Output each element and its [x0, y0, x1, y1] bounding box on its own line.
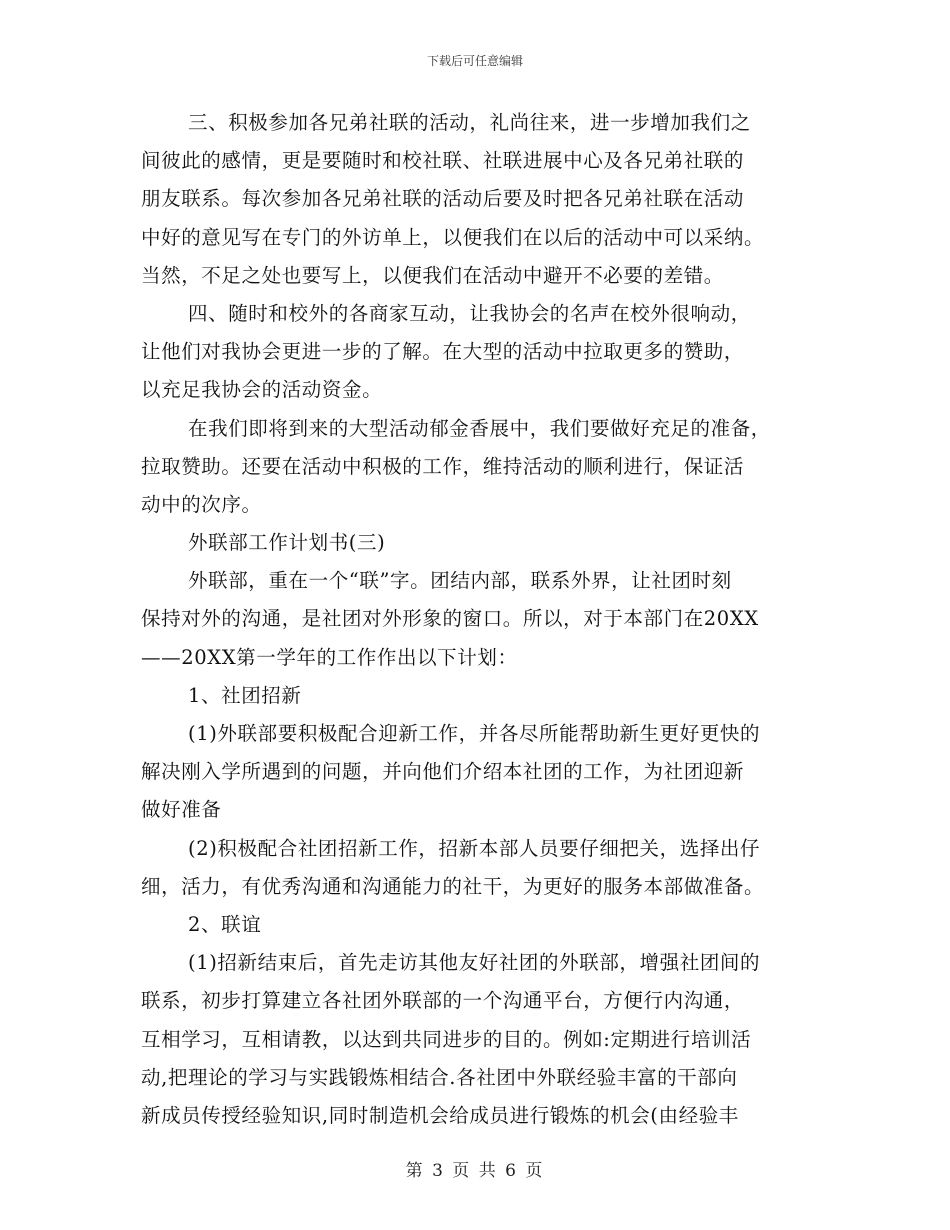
paragraph-line: 间彼此的感情，更是要随时和校社联、社联进展中心及各兄弟社联的 [141, 149, 745, 173]
paragraph-line: (1)外联部要积极配合迎新工作，并各尽所能帮助新生更好更快的 [188, 722, 761, 745]
paragraph-line: 以充足我协会的活动资金。 [141, 378, 383, 402]
paragraph-line: 四、随时和校外的各商家互动，让我协会的名声在校外很响动， [188, 301, 751, 325]
paragraph-line: 在我们即将到来的大型活动郁金香展中，我们要做好充足的准备， [188, 416, 771, 440]
paragraph-line: 保持对外的沟通，是社团对外形象的窗口。所以，对于本部门在20XX [141, 607, 759, 631]
paragraph-line: 做好准备 [141, 798, 222, 822]
paragraph-line: 动,把理论的学习与实践锻炼相结合.各社团中外联经验丰富的干部向 [141, 1065, 738, 1089]
paragraph-line: (1)招新结束后，首先走访其他友好社团的外联部，增强社团间的 [188, 951, 761, 975]
paragraph-line: ——20XX第一学年的工作作出以下计划： [141, 645, 518, 669]
paragraph-line: 当然，不足之处也要写上，以便我们在活动中避开不必要的差错。 [141, 263, 724, 287]
paragraph-line: 动中的次序。 [141, 492, 262, 516]
page-header: 下载后可任意编辑 [426, 54, 523, 68]
page-footer: 第 3 页 共 6 页 [405, 1161, 545, 1181]
list-heading: 1、社团招新 [188, 683, 302, 707]
paragraph-line: 联系，初步打算建立各社团外联部的一个沟通平台，方便行内沟通， [141, 989, 745, 1013]
paragraph-line: 新成员传授经验知识,同时制造机会给成员进行锻炼的机会(由经验丰 [141, 1103, 739, 1127]
document-body [141, 108, 811, 1139]
paragraph-line: 拉取赞助。还要在活动中积极的工作，维持活动的顺利进行，保证活 [141, 454, 745, 478]
paragraph-line: 朋友联系。每次参加各兄弟社联的活动后要及时把各兄弟社联在活动 [141, 187, 745, 211]
paragraph-line: 外联部，重在一个“联”字。团结内部，联系外界，让社团时刻 [188, 569, 732, 593]
paragraph-line: 中好的意见写在专门的外访单上，以便我们在以后的活动中可以采纳。 [141, 225, 765, 249]
paragraph-line: 让他们对我协会更进一步的了解。在大型的活动中拉取更多的赞助， [141, 340, 745, 364]
section-title: 外联部工作计划书(三) [188, 531, 386, 555]
paragraph-line: 互相学习，互相请教，以达到共同进步的目的。例如:定期进行培训活 [141, 1027, 752, 1051]
paragraph-line: 三、积极参加各兄弟社联的活动，礼尚往来，进一步增加我们之 [188, 111, 751, 134]
paragraph-line: 细，活力，有优秀沟通和沟通能力的社干，为更好的服务本部做准备。 [141, 874, 765, 898]
list-heading: 2、联谊 [188, 912, 262, 936]
paragraph-line: (2)积极配合社团招新工作，招新本部人员要仔细把关，选择出仔 [188, 836, 761, 860]
paragraph-line: 解决刚入学所遇到的问题，并向他们介绍本社团的工作，为社团迎新 [141, 760, 745, 784]
